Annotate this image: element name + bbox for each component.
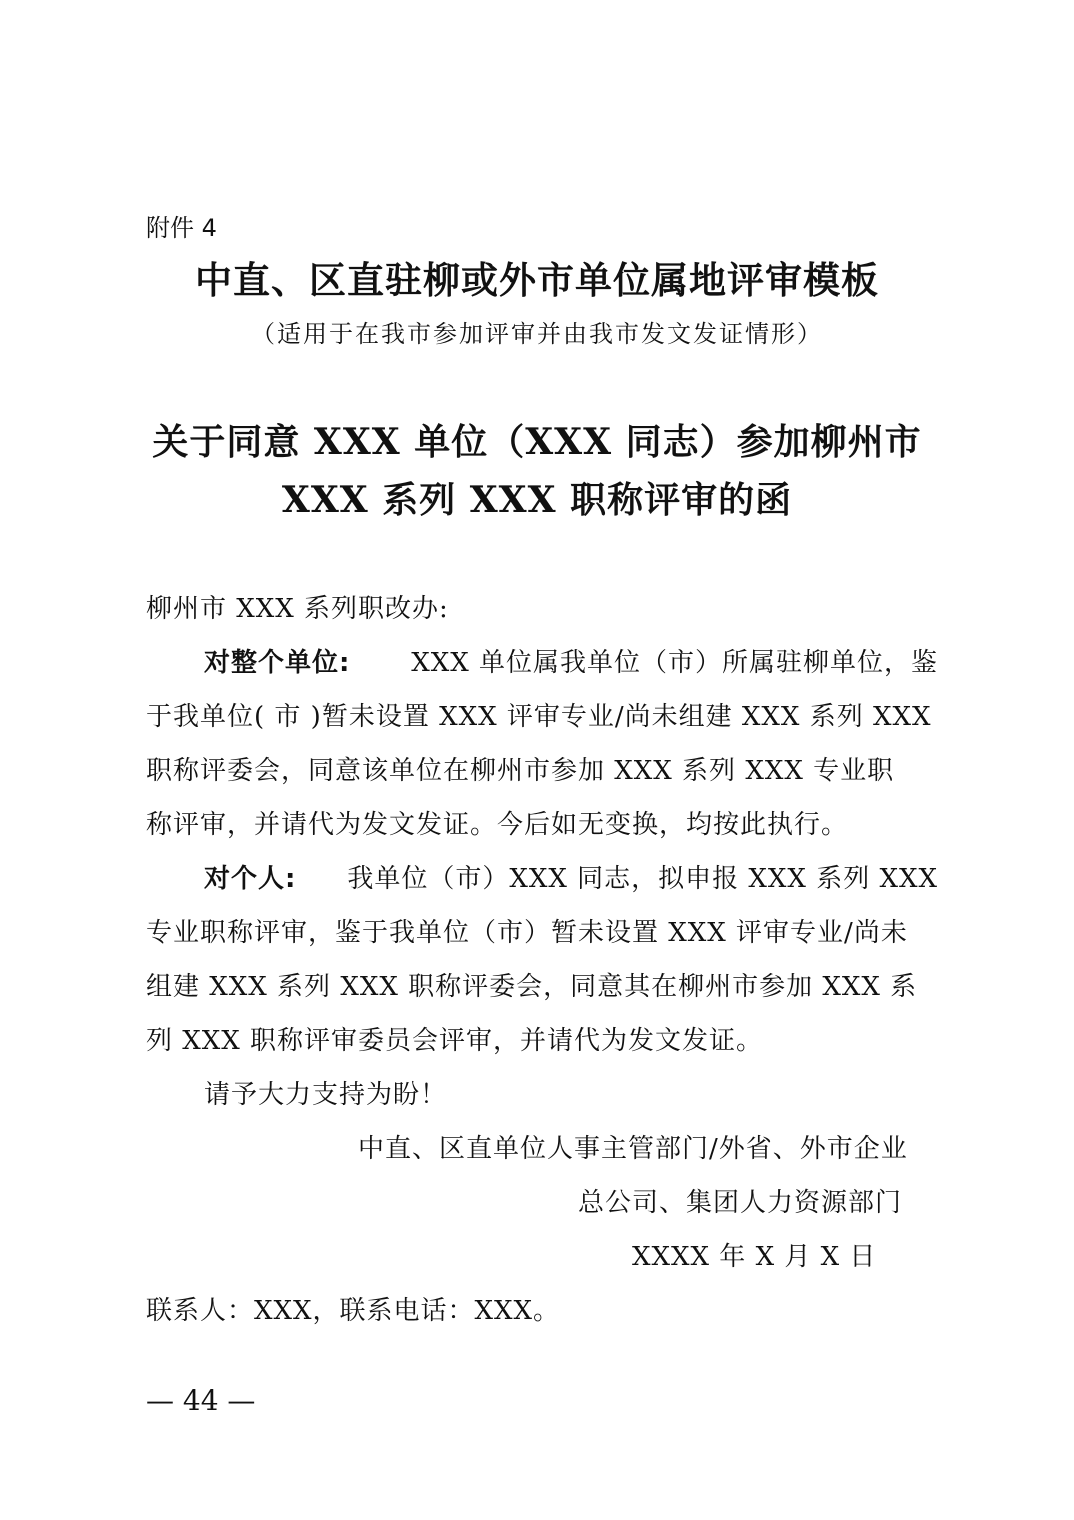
para2-label: 对个人:	[204, 864, 297, 894]
para1-line1: XXX 单位属我单位（市）所属驻柳单位，鉴	[411, 648, 938, 678]
closing: 请予大力支持为盼！	[204, 1080, 448, 1110]
salutation: 柳州市 XXX 系列职改办:	[146, 594, 449, 624]
para2-first-line	[204, 858, 938, 895]
para1-first-line	[204, 642, 938, 679]
signature-line-2: 总公司、集团人力资源部门	[578, 1188, 903, 1218]
para2-line4: 列 XXX 职称评审委员会评审，并请代为发文发证。	[146, 1026, 764, 1056]
page-number: — 44 —	[146, 1384, 256, 1417]
para1-line4: 称评审，并请代为发文发证。今后如无变换，均按此执行。	[146, 810, 849, 840]
subtitle: （适用于在我市参加评审并由我市发文发证情形）	[251, 320, 823, 348]
attachment-label: 附件 4	[146, 214, 217, 242]
main-title: 中直、区直驻柳或外市单位属地评审模板	[195, 259, 879, 302]
para2-line2: 专业职称评审，鉴于我单位（市）暂未设置 XXX 评审专业/尚未	[146, 918, 908, 948]
signature-line-1: 中直、区直单位人事主管部门/外省、外市企业	[358, 1134, 908, 1164]
para1-line3: 职称评委会，同意该单位在柳州市参加 XXX 系列 XXX 专业职	[146, 756, 895, 786]
para2-line3: 组建 XXX 系列 XXX 职称评委会，同意其在柳州市参加 XXX 系	[146, 972, 918, 1002]
para1-line2: 于我单位( 市 )暂未设置 XXX 评审专业/尚未组建 XXX 系列 XXX	[146, 702, 932, 732]
para1-label: 对整个单位:	[204, 648, 351, 678]
letter-title-line-1: 关于同意 XXX 单位（XXX 同志）参加柳州市	[152, 421, 922, 463]
signature-date: XXXX 年 X 月 X 日	[632, 1242, 877, 1272]
letter-title-line-2: XXX 系列 XXX 职称评审的函	[281, 479, 793, 521]
contact-info: 联系人：XXX，联系电话：XXX。	[146, 1296, 561, 1326]
para2-line1: 我单位（市）XXX 同志，拟申报 XXX 系列 XXX	[347, 864, 938, 894]
